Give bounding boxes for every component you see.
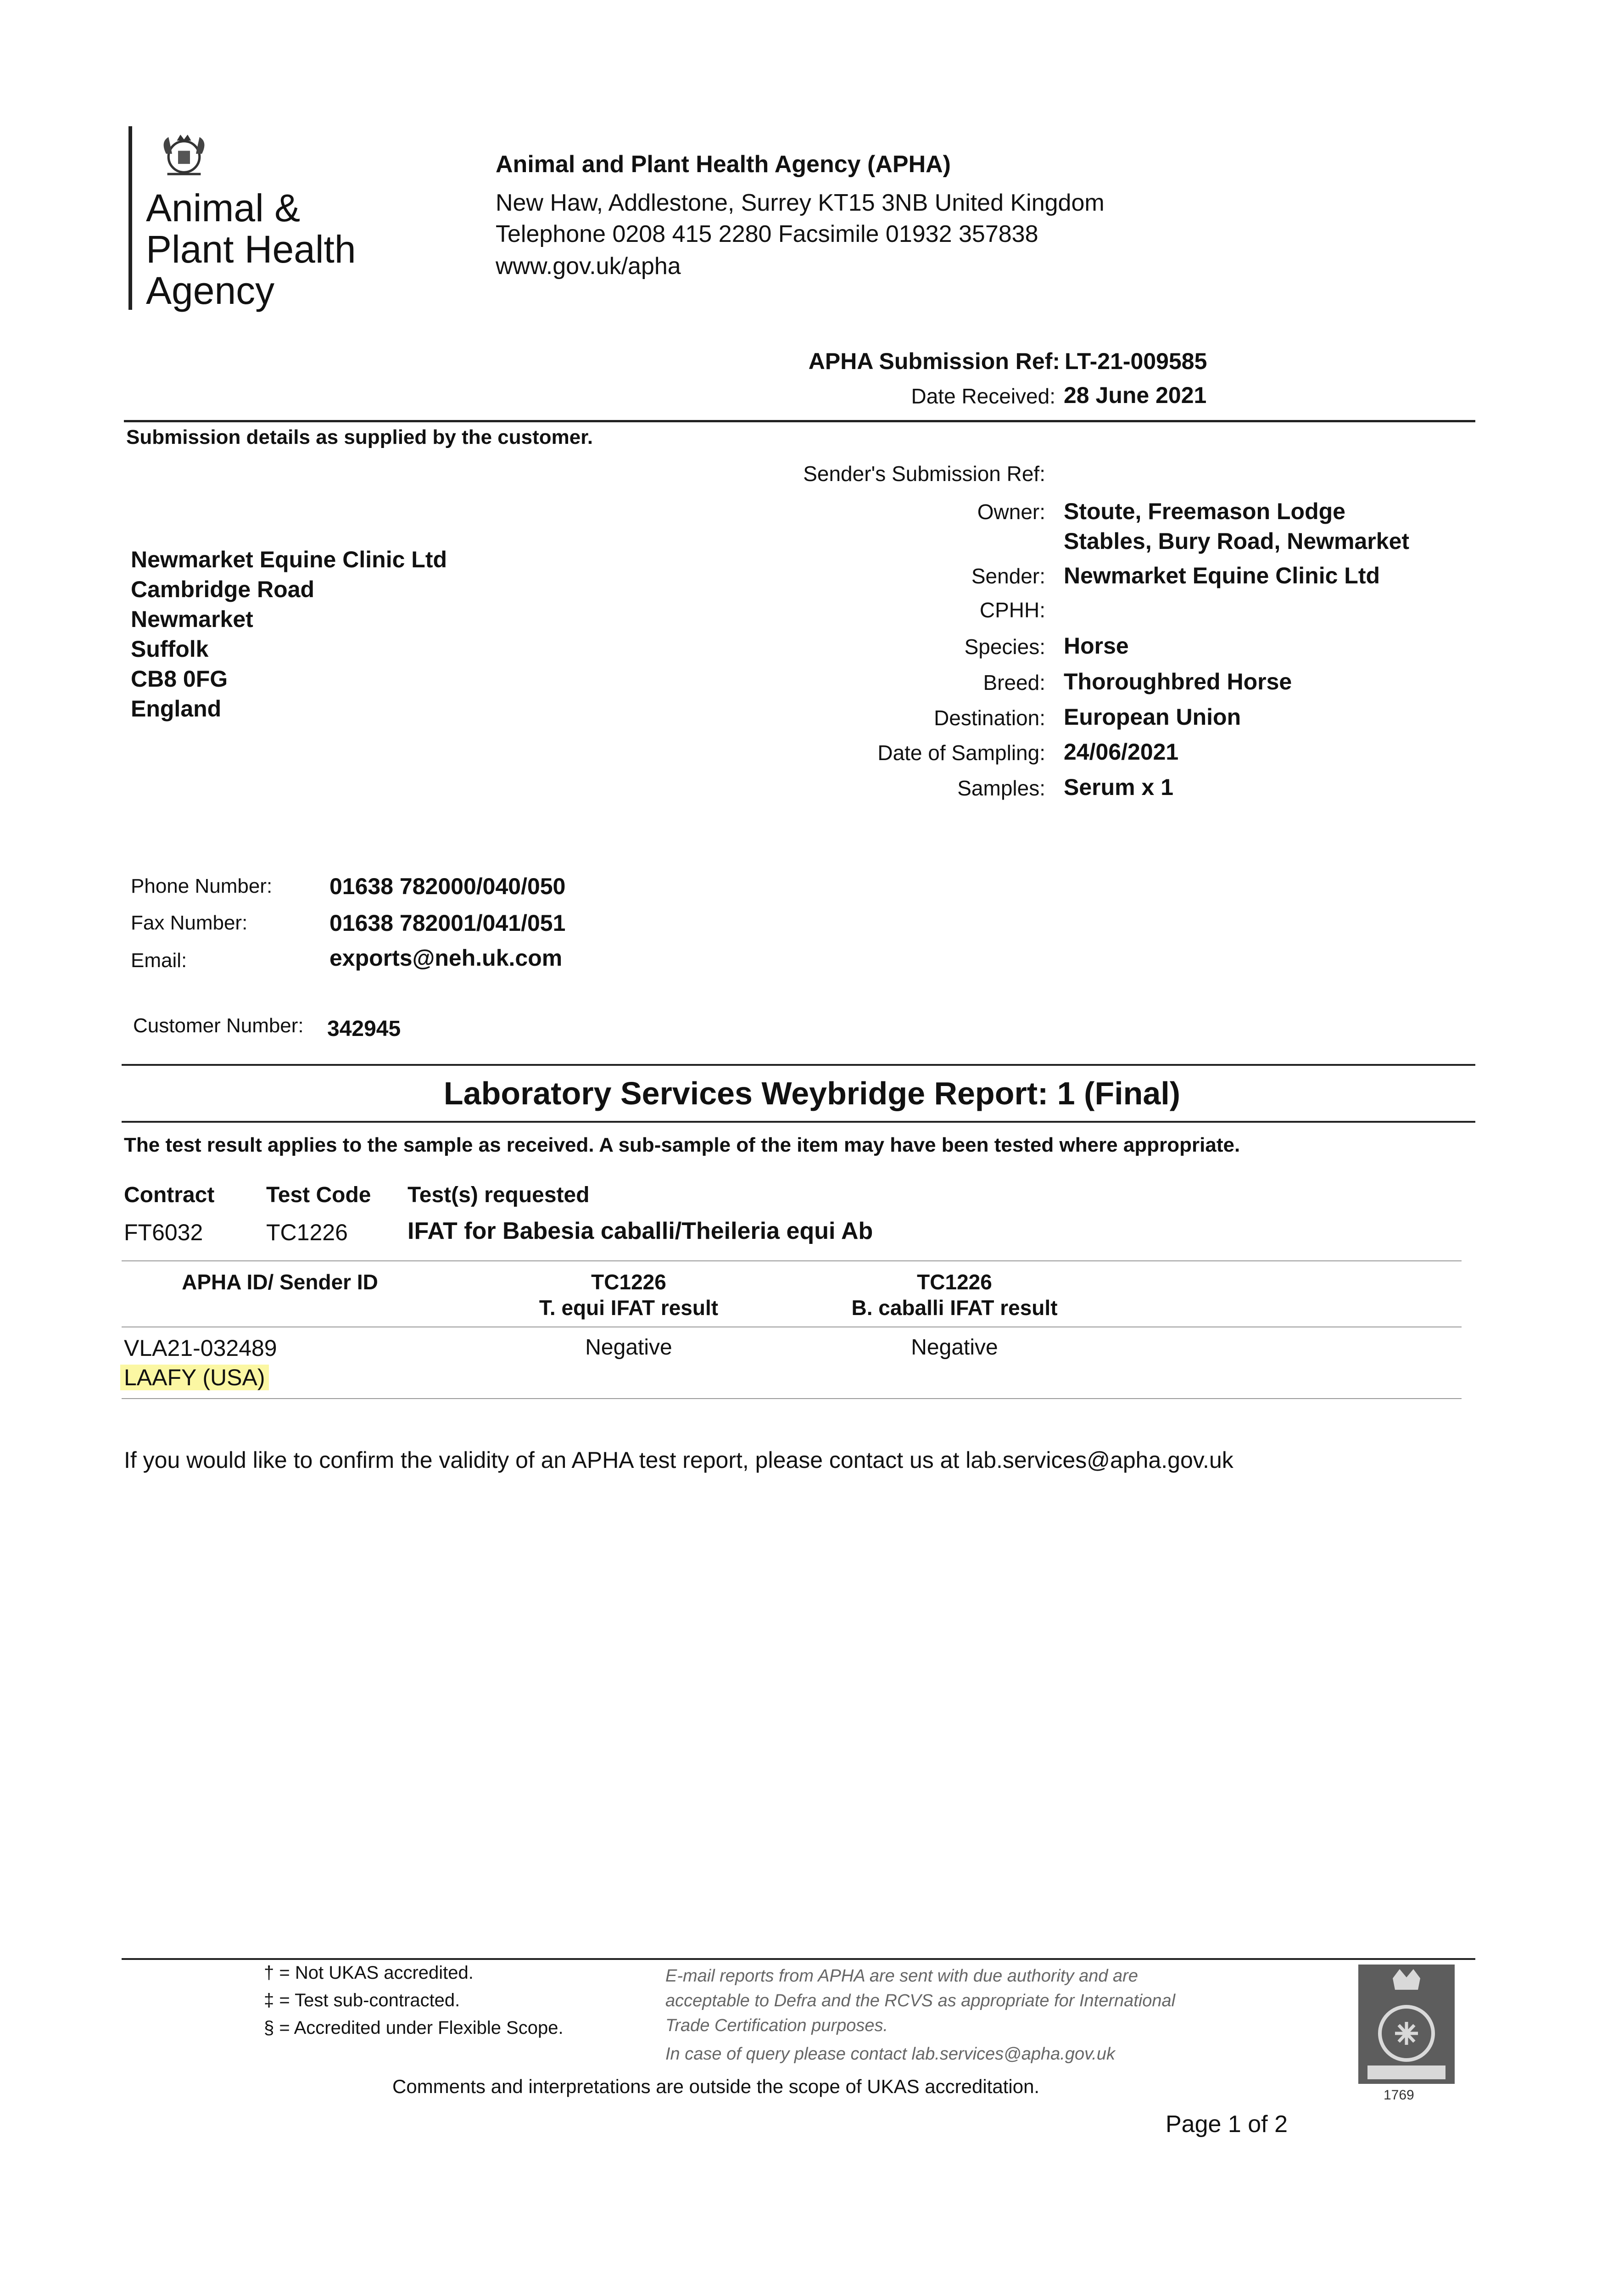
footer-email-note: acceptable to Defra and the RCVS as appropriate for International	[665, 1991, 1176, 2010]
customer-address-line: Newmarket Equine Clinic Ltd	[131, 547, 447, 572]
agency-name: Animal and Plant Health Agency (APHA)	[496, 151, 951, 178]
divider	[122, 1260, 1462, 1261]
logo-divider	[128, 126, 132, 310]
confirm-validity-text: If you would like to confirm the validity of an APHA test report, please contact us at lab.services@apha.gov.uk	[124, 1447, 1233, 1473]
divider	[122, 1398, 1462, 1399]
customer-number-label: Customer Number:	[133, 1014, 304, 1037]
breed-value: Thoroughbred Horse	[1064, 669, 1292, 694]
customer-address-line: England	[131, 696, 222, 722]
customer-address-line: Newmarket	[131, 606, 253, 632]
ukas-accreditation-logo	[1358, 1965, 1455, 2084]
fax-label: Fax Number:	[131, 912, 248, 934]
contract-value: FT6032	[124, 1220, 203, 1245]
page-number: Page 1 of 2	[1166, 2111, 1288, 2138]
phone-label: Phone Number:	[131, 875, 273, 897]
t-equi-result-header: T. equi IFAT result	[539, 1296, 719, 1320]
tests-requested-header: Test(s) requested	[407, 1183, 590, 1207]
sender-label: Sender:	[971, 564, 1045, 588]
phone-value: 01638 782000/040/050	[329, 873, 566, 899]
apha-id-header: APHA ID/ Sender ID	[182, 1270, 378, 1294]
customer-number-value: 342945	[327, 1017, 401, 1041]
owner-value-line-2: Stables, Bury Road, Newmarket	[1064, 528, 1410, 554]
customer-address-line: CB8 0FG	[131, 666, 228, 692]
t-equi-code-header: TC1226	[591, 1270, 666, 1294]
t-equi-result-value: Negative	[585, 1335, 672, 1360]
agency-telephone: Telephone 0208 415 2280 Facsimile 01932 357838	[496, 221, 1038, 247]
tests-requested-value: IFAT for Babesia caballi/Theileria equi Ab	[407, 1218, 873, 1244]
sender-value: Newmarket Equine Clinic Ltd	[1064, 563, 1380, 588]
footer-email-note: Trade Certification purposes.	[665, 2016, 888, 2035]
legend-not-accredited: † = Not UKAS accredited.	[264, 1963, 474, 1983]
report-note: The test result applies to the sample as received. A sub-sample of the item may have been tested where appropriate.	[124, 1134, 1240, 1156]
apha-id-value: VLA21-032489	[124, 1335, 277, 1361]
ukas-crown-icon	[1358, 1965, 1455, 2084]
contract-header: Contract	[124, 1183, 215, 1207]
agency-website: www.gov.uk/apha	[496, 253, 681, 280]
submission-details-note: Submission details as supplied by the customer.	[126, 426, 593, 448]
fax-value: 01638 782001/041/051	[329, 910, 566, 936]
test-code-header: Test Code	[266, 1183, 371, 1207]
customer-address-line: Suffolk	[131, 636, 209, 662]
submission-ref-value: LT-21-009585	[1065, 348, 1207, 374]
b-caballi-result-header: B. caballi IFAT result	[851, 1296, 1058, 1320]
legend-flexible-scope: § = Accredited under Flexible Scope.	[264, 2018, 564, 2038]
agency-address: New Haw, Addlestone, Surrey KT15 3NB United Kingdom	[496, 190, 1105, 216]
test-code-value: TC1226	[266, 1220, 348, 1245]
destination-value: European Union	[1064, 704, 1241, 730]
report-title: Laboratory Services Weybridge Report: 1 (Final)	[443, 1075, 1181, 1111]
species-label: Species:	[964, 635, 1045, 659]
b-caballi-result-value: Negative	[911, 1335, 998, 1360]
sender-id-highlight: LAAFY (USA)	[120, 1365, 269, 1390]
email-value: exports@neh.uk.com	[329, 945, 563, 971]
destination-label: Destination:	[934, 706, 1045, 730]
samples-label: Samples:	[957, 776, 1045, 800]
divider	[122, 1121, 1475, 1123]
customer-address-line: Cambridge Road	[131, 577, 315, 602]
footer-email-note: E-mail reports from APHA are sent with due authority and are	[665, 1966, 1138, 1986]
breed-label: Breed:	[983, 671, 1045, 694]
senders-ref-label: Sender's Submission Ref:	[803, 462, 1045, 486]
divider	[122, 1958, 1475, 1960]
samples-value: Serum x 1	[1064, 774, 1174, 800]
species-value: Horse	[1064, 633, 1129, 659]
logo-text-line-1: Animal &	[146, 186, 301, 230]
divider	[124, 420, 1475, 422]
sampling-date-value: 24/06/2021	[1064, 739, 1179, 765]
sender-id-value	[124, 1364, 269, 1391]
owner-label: Owner:	[977, 500, 1045, 524]
owner-value: Stoute, Freemason Lodge	[1064, 498, 1345, 524]
email-label: Email:	[131, 949, 187, 972]
sampling-date-label: Date of Sampling:	[877, 741, 1045, 765]
royal-crest-icon	[154, 124, 214, 184]
date-received-label: Date Received:	[911, 384, 1055, 408]
ukas-number: 1769	[1384, 2088, 1414, 2103]
b-caballi-code-header: TC1226	[917, 1270, 992, 1294]
submission-ref-label: APHA Submission Ref:	[808, 348, 1060, 374]
footer-query-note: In case of query please contact lab.services@apha.gov.uk	[665, 2044, 1115, 2064]
cphh-label: CPHH:	[979, 598, 1045, 622]
date-received-value: 28 June 2021	[1064, 382, 1207, 408]
logo-text-line-3: Agency	[146, 269, 275, 312]
divider	[122, 1064, 1475, 1066]
legend-sub-contracted: ‡ = Test sub-contracted.	[264, 1990, 460, 2010]
logo-text-line-2: Plant Health	[146, 228, 356, 271]
ukas-comments: Comments and interpretations are outside the scope of UKAS accreditation.	[392, 2076, 1040, 2097]
